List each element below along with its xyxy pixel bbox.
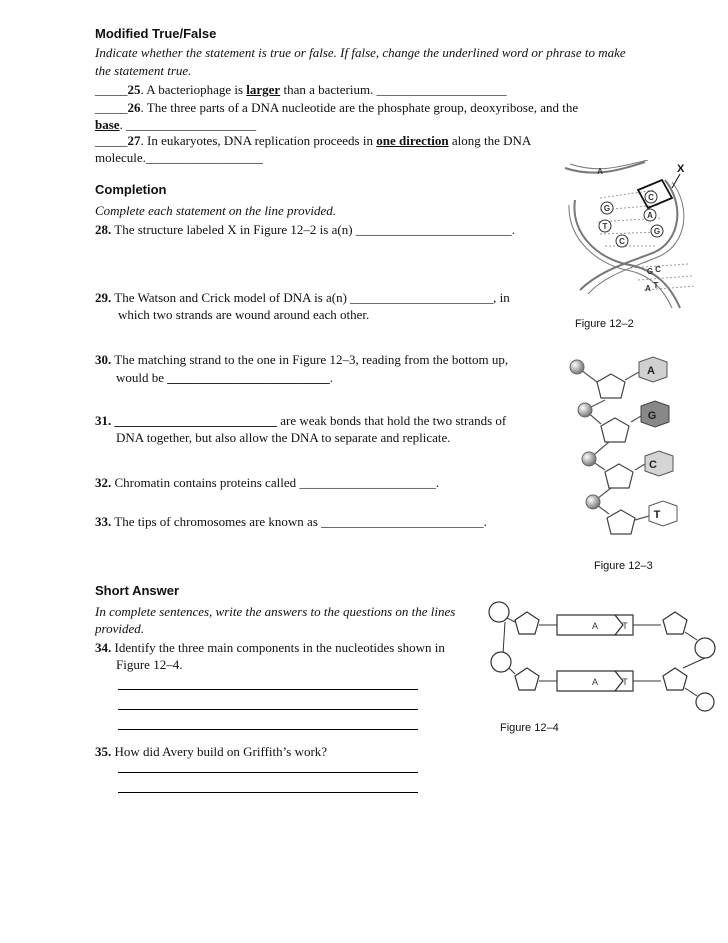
label-x: X — [677, 163, 685, 175]
question-33 — [95, 514, 487, 530]
base-label: A — [647, 365, 655, 377]
question-text-post: than a bacterium. ____________________ — [280, 82, 507, 97]
question-number: 32. — [95, 475, 112, 490]
short-answer-instructions-line2: provided. — [95, 621, 144, 636]
underlined-term: base — [95, 117, 120, 132]
question-text: . A bacteriophage is — [140, 82, 247, 97]
question-text: Identify the three main components in the nucleotides shown in — [111, 640, 445, 655]
question-text: are weak bonds that hold the two strands of — [277, 413, 507, 428]
base-label: C — [649, 459, 657, 471]
base-label: G — [647, 410, 657, 422]
sugar-pentagon — [515, 668, 539, 690]
phosphate-ball — [570, 360, 584, 374]
bond-line — [509, 668, 515, 674]
base-block-a — [557, 671, 623, 691]
section-title-completion: Completion — [95, 182, 167, 197]
sugar-pentagon — [597, 374, 625, 398]
question-number: 28. — [95, 222, 112, 237]
question-number: 27 — [127, 133, 141, 148]
answer-line[interactable] — [118, 709, 418, 710]
answer-blank[interactable]: _____ — [95, 82, 128, 97]
question-30-line2 — [116, 370, 333, 386]
figure-12-4-caption: Figure 12–4 — [500, 722, 559, 734]
question-text: How did Avery build on Griffith’s work? — [111, 744, 328, 759]
question-number: 25 — [127, 82, 141, 97]
answer-line[interactable] — [118, 689, 418, 690]
question-34 — [95, 640, 445, 656]
phosphate-circle — [695, 638, 715, 658]
question-27 — [95, 133, 531, 149]
question-27-line2: molecule.__________________ — [95, 150, 263, 165]
base-label: A — [597, 167, 603, 176]
answer-line[interactable] — [118, 792, 418, 793]
section-title-short-answer: Short Answer — [95, 583, 180, 598]
question-text-post: . — [329, 370, 334, 385]
figure-12-3-caption: Figure 12–3 — [594, 560, 653, 572]
label-x-pointer — [672, 174, 680, 188]
question-text: The structure labeled X in Figure 12–2 is a(n) ________________________. — [111, 222, 516, 237]
bond-line — [683, 658, 705, 668]
underlined-term: larger — [246, 82, 281, 97]
answer-blank[interactable]: _________________________ — [114, 413, 277, 428]
mtf-instructions-line2: the statement true. — [95, 63, 192, 78]
sugar-pentagon — [607, 510, 635, 534]
question-text: . The three parts of a DNA nucleotide are the phosphate group, deoxyribose, and the — [140, 100, 579, 115]
question-29 — [95, 290, 510, 306]
figure-12-4-nucleotides — [485, 598, 720, 713]
answer-blank[interactable]: _____ — [95, 133, 128, 148]
answer-line[interactable] — [118, 729, 418, 730]
bond-line — [685, 632, 697, 640]
sugar-pentagon — [663, 668, 687, 690]
question-text: The matching strand to the one in Figure 12–3, reading from the bottom up, — [111, 352, 509, 367]
base-label: T — [622, 621, 628, 631]
phosphate-ball — [582, 452, 596, 466]
base-label: A — [591, 621, 599, 631]
question-text: Chromatin contains proteins called _____________________. — [111, 475, 440, 490]
base-block-a — [557, 615, 623, 635]
mtf-instructions-line1: Indicate whether the statement is true or false. If false, change the underlined word or phrase to make — [95, 45, 626, 60]
phosphate-circle — [489, 602, 509, 622]
question-text: . In eukaryotes, DNA replication proceeds in — [140, 133, 377, 148]
question-text: The Watson and Crick model of DNA is a(n) ______________________, in — [111, 290, 510, 305]
sugar-pentagon — [663, 612, 687, 634]
question-text: The tips of chromosomes are known as _________________________. — [111, 514, 487, 529]
question-26-line2 — [95, 117, 256, 133]
question-number: 26 — [127, 100, 141, 115]
phosphate-circle — [696, 693, 714, 711]
question-31-line2: DNA together, but also allow the DNA to separate and replicate. — [116, 430, 451, 445]
phosphate-ball — [586, 495, 600, 509]
question-number: 31. — [95, 413, 112, 428]
base-label: C — [648, 193, 654, 202]
base-label: T — [653, 281, 659, 290]
answer-blank[interactable]: _________________________ — [167, 370, 330, 385]
question-28 — [95, 222, 515, 238]
base-label: T — [602, 222, 608, 231]
question-35 — [95, 744, 327, 760]
figure-12-2-caption: Figure 12–2 — [575, 318, 634, 330]
figure-12-2-dna-helix — [560, 160, 700, 310]
base-label: A — [647, 211, 653, 220]
helix-backbones — [565, 160, 684, 308]
question-25 — [95, 82, 507, 98]
question-number: 30. — [95, 352, 112, 367]
question-text: would be — [116, 370, 168, 385]
question-number: 33. — [95, 514, 112, 529]
bond-line — [503, 622, 505, 654]
question-text-post: along the DNA — [448, 133, 532, 148]
question-32 — [95, 475, 439, 491]
section-title-modified-true-false: Modified True/False — [95, 26, 217, 41]
base-label: G — [653, 227, 661, 236]
bond-line — [685, 688, 697, 696]
completion-instructions: Complete each statement on the line provided. — [95, 203, 337, 218]
sugar-pentagon — [515, 612, 539, 634]
base-label: C — [619, 237, 625, 246]
base-label: G — [646, 267, 654, 276]
base-labels — [597, 167, 663, 293]
base-label: C — [655, 265, 661, 274]
question-30 — [95, 352, 508, 368]
base-label: G — [603, 204, 611, 213]
short-answer-instructions-line1: In complete sentences, write the answers to the questions on the lines — [95, 604, 456, 619]
phosphate-ball — [578, 403, 592, 417]
base-label: T — [622, 677, 628, 687]
sugar-pentagon — [601, 418, 629, 442]
base-label: A — [645, 284, 651, 293]
question-34-line2: Figure 12–4. — [116, 657, 183, 672]
question-text-post: . ____________________ — [119, 117, 257, 132]
answer-blank[interactable]: _____ — [95, 100, 128, 115]
underlined-term: one direction — [376, 133, 449, 148]
base-label: T — [653, 509, 661, 521]
bond-line — [507, 618, 515, 622]
question-31 — [95, 413, 506, 429]
question-26 — [95, 100, 578, 116]
question-number: 35. — [95, 744, 112, 759]
sugar-pentagon — [605, 464, 633, 488]
figure-12-3-single-strand — [565, 352, 685, 547]
question-number: 34. — [95, 640, 112, 655]
question-number: 29. — [95, 290, 112, 305]
phosphate-circle — [491, 652, 511, 672]
question-29-line2: which two strands are wound around each other. — [118, 307, 370, 322]
answer-line[interactable] — [118, 772, 418, 773]
base-label: A — [591, 677, 599, 687]
